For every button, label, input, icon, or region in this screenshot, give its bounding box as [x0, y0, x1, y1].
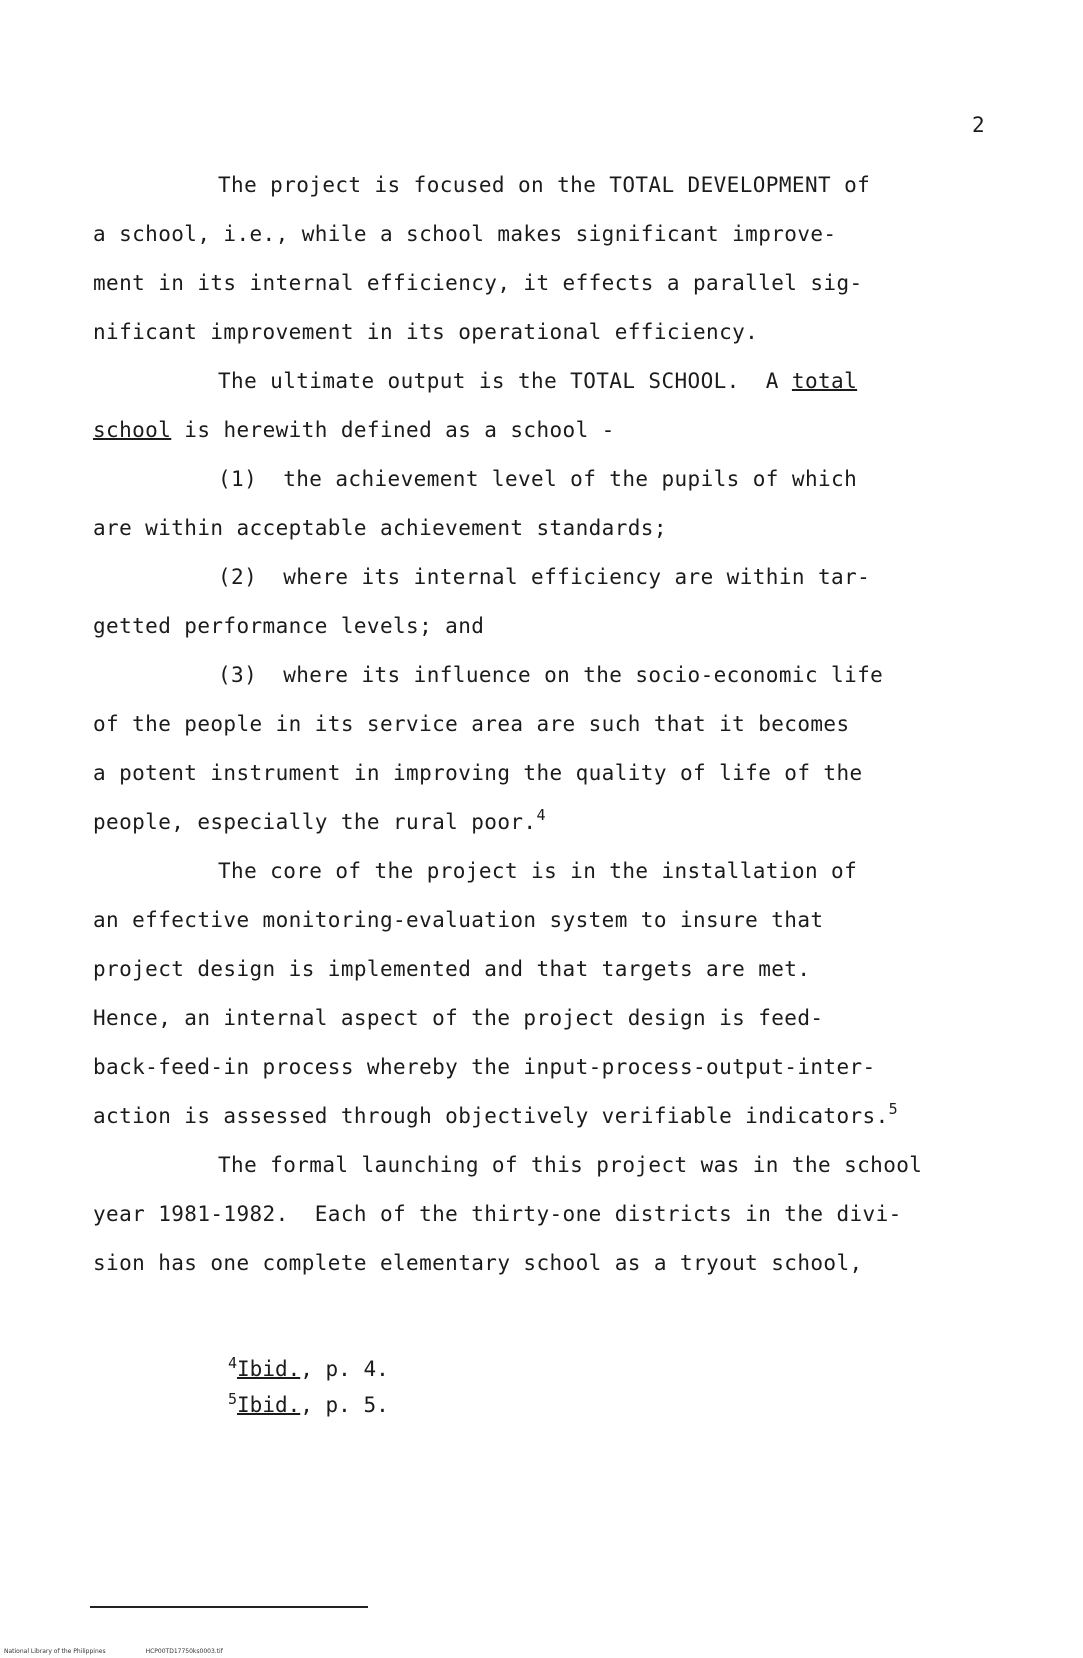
- body-line: a school, i.e., while a school makes significant improve-: [93, 222, 837, 246]
- library-credit: National Library of the Philippines: [4, 1648, 106, 1655]
- footnote: [228, 1392, 389, 1418]
- footnote-page: , p. 4.: [300, 1357, 389, 1381]
- footnote: [228, 1356, 389, 1382]
- footnote-page: , p. 5.: [300, 1393, 389, 1417]
- footnote-mark: 4: [228, 1354, 238, 1372]
- body-line: year 1981-1982. Each of the thirty-one districts in the divi-: [93, 1202, 902, 1226]
- body-line: getted performance levels; and: [93, 614, 485, 638]
- body-line: nificant improvement in its operational efficiency.: [93, 320, 759, 344]
- body-line: Hence, an internal aspect of the project design is feed-: [93, 1006, 824, 1030]
- line-text: action is assessed through objectively verifiable indicators.: [93, 1104, 889, 1128]
- footnote-title: Ibid.: [237, 1393, 301, 1417]
- footnote-mark: 5: [228, 1390, 238, 1408]
- body-line: [93, 417, 615, 443]
- body-line: The core of the project is in the installation of: [218, 859, 858, 883]
- footnote-reference: 5: [888, 1100, 899, 1118]
- body-line: [93, 1100, 899, 1129]
- underlined-word-school: school: [93, 418, 172, 442]
- body-line: The project is focused on the TOTAL DEVELOPMENT of: [218, 173, 871, 197]
- footnote-divider: [90, 1606, 368, 1608]
- scan-footer: [4, 1648, 263, 1656]
- body-line: (2) where its internal efficiency are within tar-: [218, 565, 871, 589]
- body-line: (1) the achievement level of the pupils of which: [218, 467, 858, 491]
- body-line: back-feed-in process whereby the input-process-output-inter-: [93, 1055, 876, 1079]
- body-line: (3) where its influence on the socio-economic life: [218, 663, 884, 687]
- body-line: The formal launching of this project was in the school: [218, 1153, 923, 1177]
- footnote-reference: 4: [536, 806, 546, 824]
- body-line: a potent instrument in improving the quality of life of the: [93, 761, 863, 785]
- body-line: [218, 368, 857, 394]
- footnote-title: Ibid.: [237, 1357, 301, 1381]
- line-text: is herewith defined as a school -: [171, 418, 615, 442]
- body-line: sion has one complete elementary school as a tryout school,: [93, 1251, 863, 1275]
- body-line: ment in its internal efficiency, it effects a parallel sig-: [93, 271, 863, 295]
- body-line: [93, 806, 546, 835]
- body-line: are within acceptable achievement standards;: [93, 516, 667, 540]
- body-line: an effective monitoring-evaluation system to insure that: [93, 908, 824, 932]
- line-text: The ultimate output is the TOTAL SCHOOL. A: [218, 369, 792, 393]
- page-number: 2: [972, 113, 985, 137]
- body-line: of the people in its service area are such that it becomes: [93, 712, 850, 736]
- body-line: project design is implemented and that targets are met.: [93, 957, 811, 981]
- underlined-word-total: total: [791, 369, 858, 393]
- line-text: people, especially the rural poor.: [93, 810, 537, 834]
- file-id: HCP00TD17750ks0003.tif: [145, 1648, 223, 1655]
